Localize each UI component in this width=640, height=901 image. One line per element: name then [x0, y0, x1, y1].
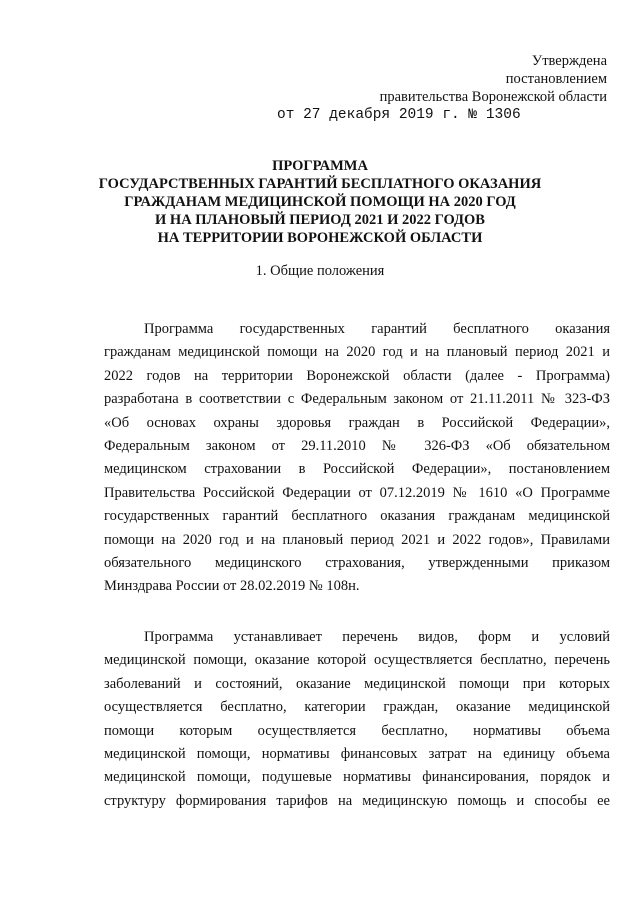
- title-line: НА ТЕРРИТОРИИ ВОРОНЕЖСКОЙ ОБЛАСТИ: [157, 230, 483, 246]
- paragraph: [104, 318, 610, 599]
- paragraph-line: структуру формирования тарифов на медицинскую помощь и способы ее: [104, 792, 610, 809]
- paragraph-line: Правительства Российской Федерации от 07.12.2019 № 1610 «О Программе: [104, 484, 610, 501]
- paragraph-line: 2022 годов на территории Воронежской области (далее - Программа): [104, 367, 610, 384]
- paragraph-line: медицинской помощи, подушевые нормативы финансирования, порядок и: [104, 769, 610, 786]
- title-line: И НА ПЛАНОВЫЙ ПЕРИОД 2021 И 2022 ГОДОВ: [155, 212, 485, 228]
- paragraph-line: обязательного медицинского страхования, утвержденными приказом: [104, 554, 610, 571]
- paragraph-line: Федеральным законом от 29.11.2010 № 326-ФЗ «Об обязательном: [104, 437, 610, 454]
- paragraph: [104, 626, 610, 813]
- approval-line: правительства Воронежской области: [379, 89, 607, 105]
- paragraph-line: помощи которым осуществляется бесплатно, нормативы объема: [104, 722, 610, 739]
- paragraph-line: Программа государственных гарантий бесплатного оказания: [144, 321, 610, 337]
- title-line: ГОСУДАРСТВЕННЫХ ГАРАНТИЙ БЕСПЛАТНОГО ОКАЗАНИЯ: [98, 176, 542, 192]
- approval-date: от 27 декабря 2019 г. № 1306: [277, 107, 521, 123]
- title-line: ГРАЖДАНАМ МЕДИЦИНСКОЙ ПОМОЩИ НА 2020 ГОД: [124, 194, 516, 210]
- paragraph-line: разработана в соответствии с Федеральным законом от 21.11.2011 № 323-ФЗ: [104, 391, 610, 408]
- paragraph-line: осуществляется бесплатно, категории граждан, оказание медицинской: [104, 699, 610, 716]
- paragraph-line: помощи на 2020 год и на плановый период 2021 и 2022 годов», Правилами: [104, 531, 610, 548]
- paragraph-line: «Об основах охраны здоровья граждан в Российской Федерации»,: [104, 414, 610, 431]
- paragraph-line: медицинской помощи, оказание которой осуществляется бесплатно, перечень: [104, 652, 610, 669]
- paragraph-line: Минздрава России от 28.02.2019 № 108н.: [104, 578, 360, 595]
- title-line: ПРОГРАММА: [272, 158, 368, 174]
- paragraph-line: Программа устанавливает перечень видов, форм и условий: [144, 629, 610, 645]
- paragraph-line: заболеваний и состояний, оказание медицинской помощи при которых: [104, 675, 610, 692]
- paragraph-line: медицинской помощи, нормативы финансовых затрат на единицу объема: [104, 745, 610, 762]
- approval-block: [380, 52, 607, 106]
- approval-line: Утверждена: [531, 53, 607, 69]
- paragraph-line: медицинском страховании в Российской Федерации», постановлением: [104, 461, 610, 478]
- paragraph-line: государственных гарантий бесплатного оказания гражданам медицинской: [104, 508, 610, 525]
- approval-line: постановлением: [505, 71, 607, 87]
- section-heading: 1. Общие положения: [255, 263, 385, 279]
- document-title: [60, 157, 580, 247]
- paragraph-line: гражданам медицинской помощи на 2020 год и на плановый период 2021 и: [104, 344, 610, 361]
